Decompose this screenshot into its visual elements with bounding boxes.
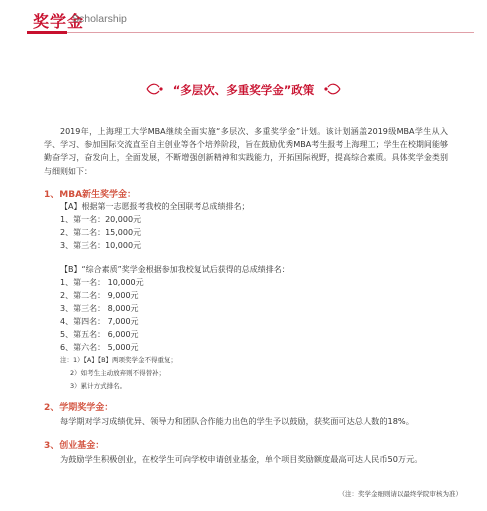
group-a-item: 1、第一名：20,000元 bbox=[60, 215, 142, 224]
page-header bbox=[0, 0, 487, 36]
group-a-item: 2、第二名：15,000元 bbox=[60, 228, 142, 237]
header-accent-bar bbox=[27, 31, 67, 34]
group-b-item: 3、第三名： 8,000元 bbox=[60, 304, 139, 313]
group-a-item: 3、第三名：10,000元 bbox=[60, 241, 142, 250]
section-semester-title: 2、学期奖学金： bbox=[44, 403, 114, 413]
right-ornament-icon bbox=[323, 82, 341, 96]
group-b-item: 1、第一名： 10,000元 bbox=[60, 278, 144, 287]
left-ornament-icon bbox=[146, 82, 164, 96]
group-a-description: 【A】根据第一志愿报考我校的全国联考总成绩排名； bbox=[60, 202, 250, 211]
group-b-description: 【B】“综合素质”奖学金根据参加我校复试后获得的总成绩排名： bbox=[60, 265, 290, 274]
section-startup-text: 为鼓励学生积极创业，在校学生可向学校申请创业基金，单个项目奖励额度最高可达人民币50万元。 bbox=[60, 454, 423, 464]
section-semester-text: 每学期对学习成绩优异、领导力和团队合作能力出色的学生予以鼓励，获奖面可达总人数的18%。 bbox=[60, 416, 414, 426]
group-b-item: 6、第六名： 5,000元 bbox=[60, 343, 139, 352]
note-line: 3）累计方式排名。 bbox=[70, 382, 127, 390]
policy-heading bbox=[0, 78, 487, 102]
footer-note: （注：奖学金细则请以最终学院审核为准） bbox=[338, 490, 462, 498]
group-b-item: 4、第四名： 7,000元 bbox=[60, 317, 139, 326]
header-title: 奖学金 bbox=[33, 12, 85, 31]
group-b-item: 5、第五名： 6,000元 bbox=[60, 330, 139, 339]
section-new-student-title: 1、MBA新生奖学金： bbox=[44, 190, 137, 200]
policy-title: “多层次、多重奖学金”政策 bbox=[172, 83, 315, 97]
section-startup-title: 3、创业基金： bbox=[44, 441, 105, 451]
note-line: 2）如考生主动放弃则不得替补； bbox=[70, 369, 166, 377]
header-divider bbox=[27, 32, 474, 33]
note-line: 注：1）【A】【B】两项奖学金不得重复； bbox=[60, 356, 178, 364]
group-b-item: 2、第二名： 9,000元 bbox=[60, 291, 139, 300]
intro-paragraph: 2019年，上海理工大学MBA继续全面实施“多层次、多重奖学金”计划。该计划涵盖2019级MBA学生从入学、学习、参加国际交流直至自主创业等各个培养阶段，旨在鼓励优秀MBA考生报考上海理工；学生在校期间能够勤奋学习，奋发向上，全面发展，不断增强创新精神和实践能力，开拓国际视野，提高综合素质。具体奖学金类别与细则如下： bbox=[44, 127, 448, 176]
header-subtitle: Scholarship bbox=[72, 13, 127, 25]
